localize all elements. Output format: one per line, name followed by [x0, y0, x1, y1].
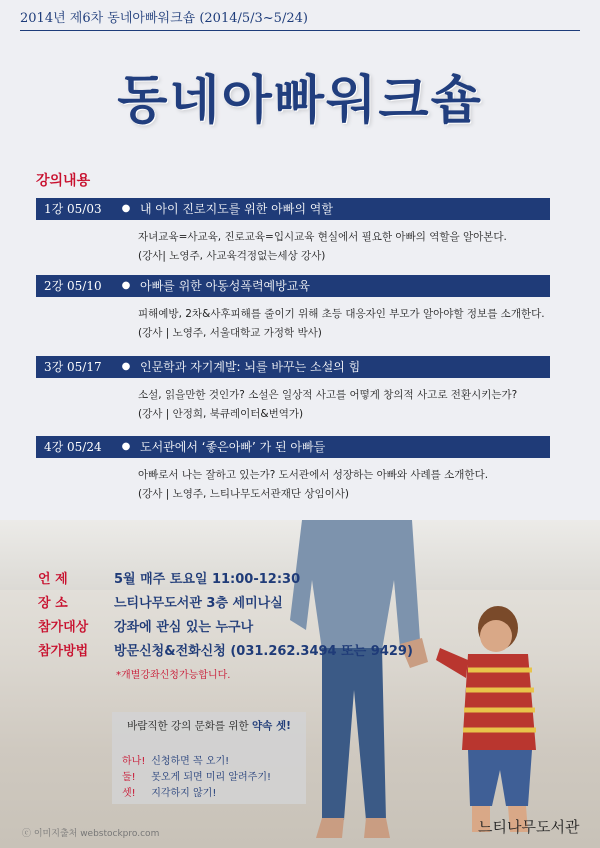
lecture-2: [36, 275, 550, 343]
lecture-title: 내 아이 진로지도를 위한 아빠의 역할: [140, 202, 333, 216]
lecture-speaker: (강사 | 안정희, 북큐레이터&번역가): [138, 408, 304, 420]
bullet-icon: ●: [121, 280, 131, 291]
info-label: 참가방법: [38, 644, 89, 659]
lecture-3: [36, 356, 550, 424]
lecture-desc: [36, 220, 550, 266]
lecture-summary: 자녀교육=사교육, 진로교육=입시교육 현실에서 필요한 아빠의 역할을 알아본다.: [138, 231, 507, 243]
child-figure: [432, 600, 542, 840]
lecture-desc: [36, 458, 550, 504]
info-label: 참가대상: [38, 620, 89, 635]
info-where: [38, 592, 283, 611]
lecture-summary: 피해예방, 2차&사후피해를 줄이기 위해 초등 대응자인 부모가 알아야할 정보를 소개한다.: [138, 308, 545, 320]
promise-item: 하나! 신청하면 꼭 오기!: [122, 756, 230, 767]
lecture-4: [36, 436, 550, 504]
lecture-date: 1강 05/03: [44, 202, 102, 216]
bullet-icon: ●: [121, 441, 131, 452]
info-label: 장 소: [38, 596, 68, 611]
lecture-date: 2강 05/10: [44, 279, 102, 293]
lecture-date: 4강 05/24: [44, 440, 102, 454]
bullet-icon: ●: [121, 203, 131, 214]
event-header-line: 2014년 제6차 동네아빠워크숍 (2014/5/3~5/24): [20, 8, 580, 31]
promise-item: 둘! 못오게 되면 미리 알려주기!: [122, 772, 271, 783]
lecture-desc: [36, 378, 550, 424]
info-target: [38, 616, 253, 635]
poster-title: 동네아빠워크숍: [117, 71, 483, 131]
lecture-1: [36, 198, 550, 266]
bullet-icon: ●: [121, 361, 131, 372]
lecture-speaker: (강사 | 노영주, 느티나무도서관재단 상임이사): [138, 488, 349, 500]
lecture-bar: [36, 356, 550, 378]
lecture-title: 도서관에서 ‘좋은아빠’ 가 된 아빠들: [140, 440, 326, 454]
lecture-title: 인문학과 자기계발: 뇌를 바꾸는 소설의 힘: [140, 360, 361, 374]
info-label: 언 제: [38, 572, 68, 587]
lecture-speaker: (강사| 노영주, 사교육걱정없는세상 강사): [138, 250, 326, 262]
lecture-bar: [36, 436, 550, 458]
info-value: 강좌에 관심 있는 누구나: [114, 620, 254, 635]
lecture-date: 3강 05/17: [44, 360, 102, 374]
library-logo: 느티나무도서관: [478, 818, 580, 836]
promise-box: [112, 712, 306, 804]
section-title: 강의내용: [36, 173, 91, 189]
lecture-bar: [36, 198, 550, 220]
info-value: 방문신청&전화신청 (031.262.3494 또는 9429): [114, 644, 413, 659]
image-credit: ⓒ 이미지출처 webstockpro.com: [22, 829, 160, 839]
lecture-bar: [36, 275, 550, 297]
lecture-title: 아빠를 위한 아동성폭력예방교육: [140, 279, 310, 293]
lecture-speaker: (강사 | 노영주, 서울대학교 가정학 박사): [138, 327, 322, 339]
promise-heading: 바람직한 강의 문화를 위한 약속 셋!: [127, 720, 291, 732]
info-method: [38, 640, 413, 659]
info-value: 5월 매주 토요일 11:00-12:30: [114, 572, 301, 587]
info-when: [38, 568, 300, 587]
note-text: *개별강좌신청가능합니다.: [116, 670, 231, 681]
promise-item: 셋! 지각하지 않기!: [122, 788, 217, 799]
lecture-summary: 소설, 읽을만한 것인가? 소설은 일상적 사고를 어떻게 창의적 사고로 전환시키는가?: [138, 389, 518, 401]
lecture-desc: [36, 297, 550, 343]
lecture-summary: 아빠로서 나는 잘하고 있는가? 도서관에서 성장하는 아빠와 사례를 소개한다.: [138, 469, 489, 481]
info-value: 느티나무도서관 3층 세미나실: [114, 596, 283, 611]
